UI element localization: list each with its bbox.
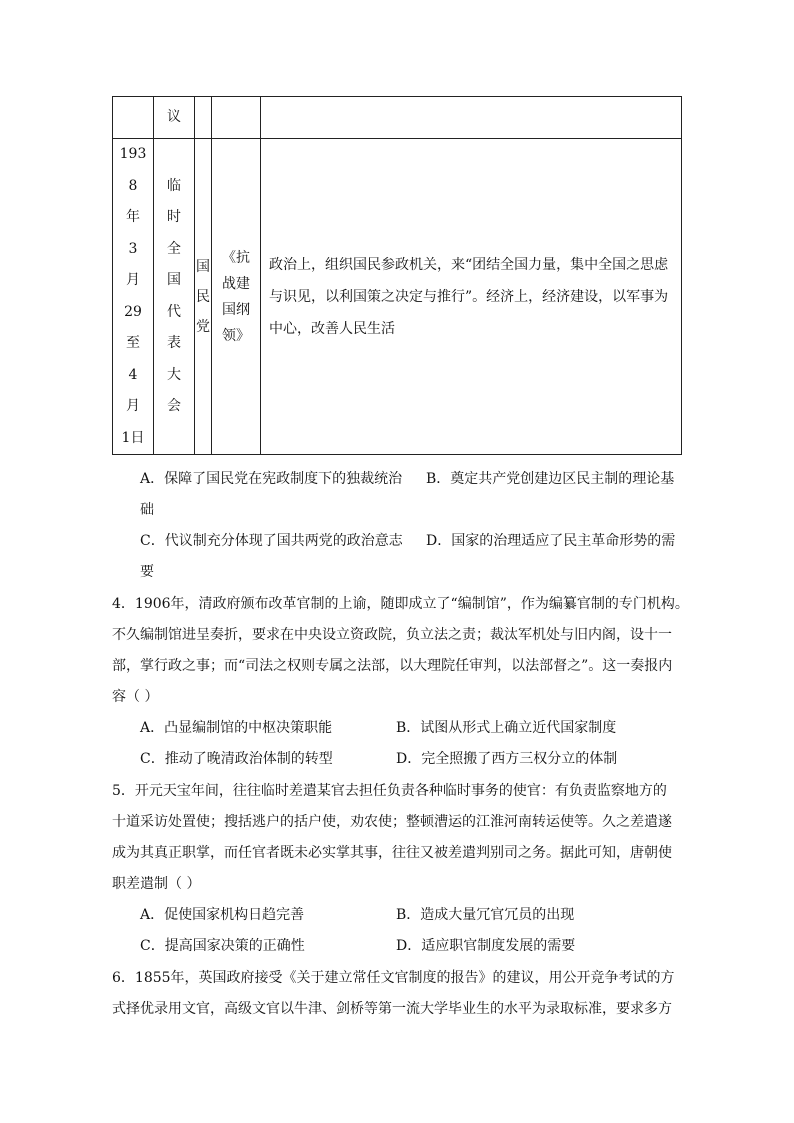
q3-option-c[interactable]: C．代议制充分体现了国共两党的政治意志: [140, 533, 403, 549]
q5-option-a[interactable]: A．促使国家机构日趋完善: [140, 907, 305, 923]
q6-stem-line: 式择优录用文官，高级文官以牛津、剑桥等第一流大学毕业生的水平为录取标准，要求多方: [112, 1001, 672, 1017]
q4-stem-line: 4．1906年，清政府颁布改革官制的上谕，随即成立了“编制馆”，作为编纂官制的专门机构。: [112, 596, 689, 612]
q5-stem-line: 十道采访处置使；搜括逃户的括户使，劝农使；整顿漕运的江淮河南转运使等。久之差遣遂: [112, 814, 672, 830]
q4-option-b[interactable]: B．试图从形式上确立近代国家制度: [396, 720, 617, 736]
date-cell: [113, 139, 154, 455]
q5-option-d[interactable]: D．适应职官制度发展的需要: [396, 938, 576, 954]
party-cell: [195, 97, 212, 139]
document-cell: [212, 139, 261, 455]
q5-stem-line: 5．开元天宝年间，往往临时差遣某官去担任负责各种临时事务的使官：有负责监察地方的: [112, 783, 667, 799]
q3-option-b-cont: 础: [140, 502, 154, 518]
q4-stem-line: 不久编制馆进呈奏折，要求在中央设立资政院，负立法之责；裁汰军机处与旧内阁，设十一: [112, 627, 672, 643]
meeting-cell: [154, 97, 195, 139]
document-cell: [212, 97, 261, 139]
q6-stem-line: 6．1855年，英国政府接受《关于建立常任文官制度的报告》的建议，用公开竞争考试的方: [112, 970, 675, 986]
q3-option-b[interactable]: B．奠定共产党创建边区民主制的理论基: [426, 471, 675, 487]
q4-stem-line: 容（ ）: [112, 689, 159, 705]
content-cell: [261, 97, 682, 139]
q3-option-d[interactable]: D．国家的治理适应了民主革命形势的需: [426, 533, 676, 549]
q3-option-d-cont: 要: [140, 564, 154, 580]
q4-option-d[interactable]: D．完全照搬了西方三权分立的体制: [396, 751, 618, 767]
q4-option-c[interactable]: C．推动了晚清政治体制的转型: [140, 751, 333, 767]
table-row: [113, 139, 682, 455]
info-table: [112, 96, 682, 455]
content-cell: [261, 139, 682, 455]
party-cell: [195, 139, 212, 455]
q5-option-b[interactable]: B．造成大量冗官冗员的出现: [396, 907, 575, 923]
q4-option-a[interactable]: A．凸显编制馆的中枢决策职能: [140, 720, 333, 736]
date-text: 193 8 年 3 月 29 至 4 月 1日: [119, 146, 147, 446]
table-row: [113, 97, 682, 139]
document-text: 《抗 战建 国纲 领》: [222, 249, 250, 344]
meeting-text: 临 时 全 国 代 表 大 会: [167, 177, 181, 414]
party-text: 国 民 党: [196, 258, 210, 335]
date-cell: [113, 97, 154, 139]
q5-stem-line: 成为其真正职掌，而任官者既未必实掌其事，往往又被差遣判别司之务。据此可知，唐朝使: [112, 845, 672, 861]
q4-stem-line: 部，掌行政之事；而“司法之权则专属之法部，以大理院任审判，以法部督之”。这一奏报内: [112, 658, 673, 674]
q5-stem-line: 职差遣制（ ）: [112, 876, 201, 892]
meeting-cell: [154, 139, 195, 455]
content-text: 政治上，组织国民参政机关，来“团结全国力量，集中全国之思虑 与识见，以利国策之决定与推行”。经济上，经济建设，以军事为 中心，改善人民生活: [269, 256, 669, 337]
meeting-text: 议: [167, 109, 181, 125]
q5-option-c[interactable]: C．提高国家决策的正确性: [140, 938, 305, 954]
q3-option-a[interactable]: A．保障了国民党在宪政制度下的独裁统治: [140, 471, 403, 487]
